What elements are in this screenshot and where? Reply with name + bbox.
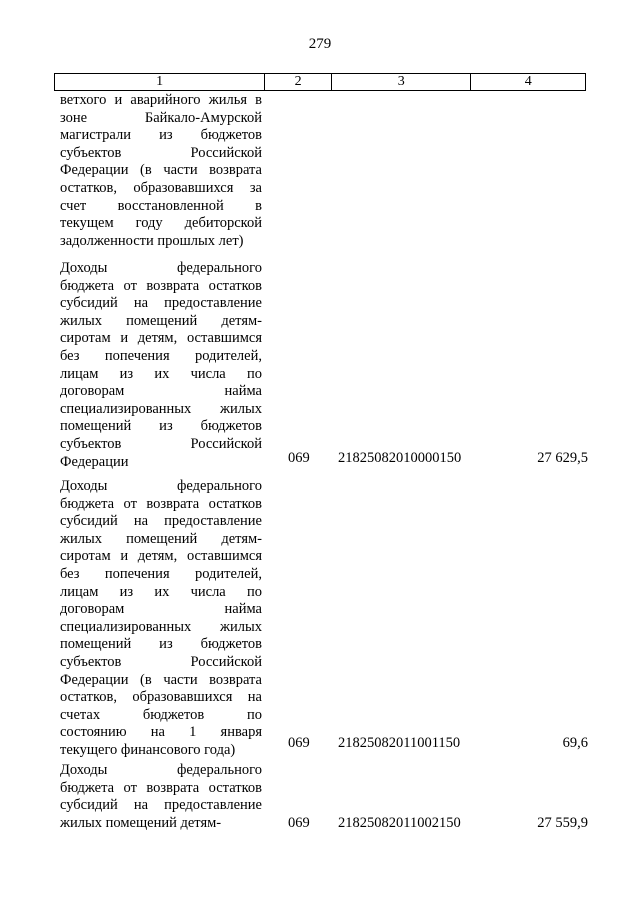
description-line: сиротам и детям, оставшимся [60, 548, 262, 565]
description-line: договорам найма [60, 601, 262, 618]
description-line: жилых помещений детям- [60, 530, 262, 547]
description-line: без попечения родителей, [60, 347, 262, 364]
row-kbk: 21825082011002150 [338, 815, 461, 831]
row-description [60, 762, 262, 832]
description-line: счетах бюджетов по [60, 706, 262, 723]
description-line: Федерации (в части возврата [60, 162, 262, 179]
description-line: Доходы федерального [60, 260, 262, 276]
page-number: 279 [308, 36, 332, 52]
row-description [60, 92, 262, 250]
description-line: лицам из их числа по [60, 365, 262, 382]
description-line: специализированных жилых [60, 400, 262, 417]
description-line: Доходы федерального [60, 762, 262, 778]
row-description [60, 260, 262, 471]
description-line: жилых помещений детям- [60, 312, 262, 329]
description-line: Федерации (в части возврата [60, 671, 262, 688]
description-line: помещений из бюджетов [60, 418, 262, 435]
description-line: жилых помещений детям- [60, 814, 222, 831]
description-line: субъектов Российской [60, 653, 262, 670]
row-code: 069 [288, 735, 310, 751]
row-code: 069 [288, 450, 310, 466]
description-line: субсидий на предоставление [60, 513, 262, 530]
description-line: без попечения родителей, [60, 565, 262, 582]
description-line: лицам из их числа по [60, 583, 262, 600]
description-line: магистрали из бюджетов [60, 127, 262, 144]
description-line: Федерации [60, 453, 129, 470]
description-line: субъектов Российской [60, 435, 262, 452]
description-line: сиротам и детям, оставшимся [60, 330, 262, 347]
description-line: задолженности прошлых лет) [60, 232, 244, 249]
description-line: договорам найма [60, 383, 262, 400]
row-description [60, 478, 262, 760]
row-code: 069 [288, 815, 310, 831]
table-header [54, 73, 586, 91]
description-line: Доходы федерального [60, 478, 262, 494]
row-amount: 69,6 [562, 735, 588, 751]
description-line: текущего финансового года) [60, 741, 236, 758]
description-line: субъектов Российской [60, 144, 262, 161]
description-line: специализированных жилых [60, 618, 262, 635]
description-line: субсидий на предоставление [60, 797, 262, 814]
description-line: остатков, образовавшихся на [60, 689, 262, 706]
description-line: счет восстановленной в [60, 197, 262, 214]
description-line: зоне Байкало-Амурской [60, 109, 262, 126]
header-col-1: 1 [55, 74, 265, 90]
row-kbk: 21825082011001150 [338, 735, 461, 751]
header-col-4: 4 [524, 74, 532, 89]
description-line: бюджета от возврата остатков [60, 277, 262, 294]
description-line: помещений из бюджетов [60, 636, 262, 653]
row-amount: 27 559,9 [537, 815, 588, 831]
description-line: бюджета от возврата остатков [60, 495, 262, 512]
row-kbk: 21825082010000150 [338, 450, 462, 466]
description-line: текущем году дебиторской [60, 215, 262, 232]
description-line: остатков, образовавшихся за [60, 179, 262, 196]
row-amount: 27 629,5 [537, 450, 588, 466]
header-col-3: 3 [332, 74, 471, 90]
description-line: состоянию на 1 января [60, 724, 262, 741]
description-line: ветхого и аварийного жилья в [60, 92, 262, 108]
description-line: субсидий на предоставление [60, 295, 262, 312]
header-col-2: 2 [265, 74, 332, 90]
description-line: бюджета от возврата остатков [60, 779, 262, 796]
